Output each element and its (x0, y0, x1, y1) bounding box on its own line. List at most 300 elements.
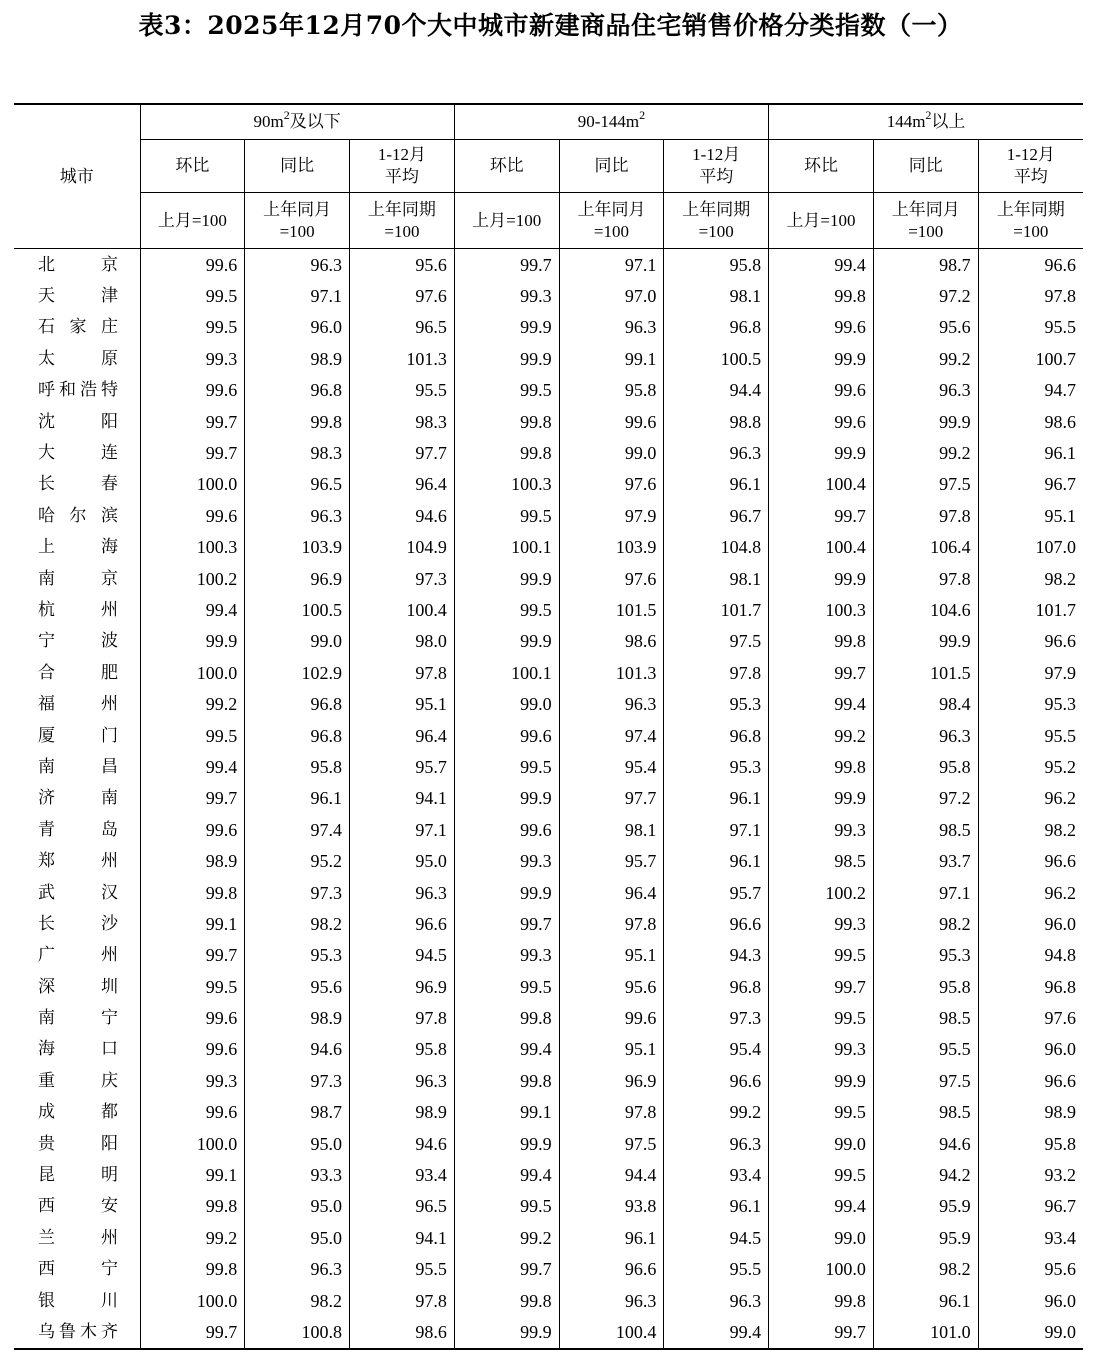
index-value: 94.7 (978, 375, 1083, 406)
index-value: 98.9 (245, 1002, 350, 1033)
table-row (14, 437, 1083, 468)
index-value: 100.4 (769, 469, 874, 500)
group-sup: 2 (925, 108, 932, 122)
city-name (14, 312, 140, 343)
city-name (14, 1002, 140, 1033)
index-value: 99.4 (769, 249, 874, 281)
city-name (14, 1191, 140, 1222)
index-value: 99.9 (454, 783, 559, 814)
index-value: 96.6 (664, 908, 769, 939)
index-value: 95.8 (873, 971, 978, 1002)
index-value: 95.8 (559, 375, 664, 406)
table-row (14, 877, 1083, 908)
city-name (14, 720, 140, 751)
city-name (14, 594, 140, 625)
index-value: 100.4 (769, 532, 874, 563)
city-name (14, 877, 140, 908)
index-value: 100.0 (196, 1290, 238, 1311)
table-row (14, 1128, 1083, 1159)
city-label: 兰州 (38, 1227, 118, 1248)
city-name (14, 1254, 140, 1285)
table-row (14, 1065, 1083, 1096)
index-value: 104.9 (350, 532, 455, 563)
city-label: 福州 (38, 694, 118, 715)
index-value: 95.4 (559, 751, 664, 782)
index-value: 96.8 (664, 971, 769, 1002)
index-value: 100.3 (196, 537, 238, 558)
index-value: 100.3 (454, 469, 559, 500)
index-value: 99.2 (205, 1227, 238, 1248)
ytd-avg-header: 1-12月 平均 (664, 140, 769, 193)
index-value: 99.7 (454, 1254, 559, 1285)
index-value: 99.5 (769, 1002, 874, 1033)
city-label: 上海 (38, 537, 118, 558)
index-value: 96.1 (664, 783, 769, 814)
index-value: 99.4 (664, 1316, 769, 1348)
index-value: 98.9 (978, 1097, 1083, 1128)
index-value: 96.1 (978, 437, 1083, 468)
index-value: 99.6 (205, 1008, 238, 1029)
table-header (14, 104, 1083, 249)
index-value: 95.0 (245, 1128, 350, 1159)
index-value: 99.3 (769, 1034, 874, 1065)
index-value: 97.5 (559, 1128, 664, 1159)
index-value: 95.3 (873, 940, 978, 971)
index-value: 99.8 (454, 1065, 559, 1096)
index-value: 95.6 (978, 1254, 1083, 1285)
index-value: 96.3 (559, 1285, 664, 1316)
index-value: 95.7 (350, 751, 455, 782)
index-value: 96.1 (873, 1285, 978, 1316)
index-value: 96.3 (350, 1065, 455, 1096)
group-header-large (769, 104, 1083, 140)
index-value: 98.1 (664, 280, 769, 311)
index-value: 97.9 (978, 657, 1083, 688)
city-name (14, 1316, 140, 1348)
index-value: 99.5 (454, 751, 559, 782)
index-value: 98.2 (873, 1254, 978, 1285)
city-name (14, 814, 140, 845)
table-row (14, 532, 1083, 563)
city-label: 武汉 (38, 882, 118, 903)
index-value: 98.6 (350, 1316, 455, 1348)
index-value: 99.9 (454, 312, 559, 343)
index-value: 99.2 (205, 694, 238, 715)
table-row (14, 751, 1083, 782)
city-name (14, 1065, 140, 1096)
index-value: 99.8 (769, 751, 874, 782)
index-value: 95.3 (664, 751, 769, 782)
city-name (14, 657, 140, 688)
index-value: 99.1 (205, 913, 238, 934)
index-value: 99.4 (769, 1191, 874, 1222)
price-index-table (14, 103, 1083, 1350)
index-value: 99.9 (873, 626, 978, 657)
index-value: 95.8 (978, 1128, 1083, 1159)
index-value: 101.5 (559, 594, 664, 625)
index-value: 95.3 (245, 940, 350, 971)
index-value: 99.8 (454, 1002, 559, 1033)
index-value: 97.3 (664, 1002, 769, 1033)
index-value: 99.6 (769, 312, 874, 343)
index-value: 99.9 (454, 1128, 559, 1159)
index-value: 99.5 (454, 500, 559, 531)
index-value: 96.6 (350, 908, 455, 939)
city-name (14, 783, 140, 814)
city-name (14, 971, 140, 1002)
index-value: 98.2 (978, 814, 1083, 845)
index-value: 93.8 (559, 1191, 664, 1222)
index-value: 96.7 (978, 1191, 1083, 1222)
base-same-month-last-year: 上年同月 =100 (245, 193, 350, 249)
index-value: 99.3 (769, 814, 874, 845)
index-value: 95.7 (559, 845, 664, 876)
index-value: 99.6 (769, 406, 874, 437)
table-row (14, 1254, 1083, 1285)
table-row (14, 594, 1083, 625)
table-row (14, 971, 1083, 1002)
city-name (14, 626, 140, 657)
city-name (14, 751, 140, 782)
city-name (14, 1285, 140, 1316)
index-value: 99.8 (454, 437, 559, 468)
index-value: 99.6 (559, 1002, 664, 1033)
index-value: 94.5 (350, 940, 455, 971)
city-label: 西宁 (38, 1259, 118, 1280)
index-value: 96.9 (350, 971, 455, 1002)
index-value: 100.2 (196, 568, 238, 589)
index-value: 94.6 (350, 500, 455, 531)
index-value: 97.8 (350, 657, 455, 688)
index-value: 99.2 (664, 1097, 769, 1128)
index-value: 99.7 (454, 908, 559, 939)
index-value: 96.5 (350, 312, 455, 343)
index-value: 97.8 (873, 563, 978, 594)
index-value: 99.7 (205, 788, 238, 809)
index-value: 99.1 (454, 1097, 559, 1128)
index-value: 96.3 (559, 688, 664, 719)
index-value: 95.0 (245, 1191, 350, 1222)
index-value: 99.9 (454, 877, 559, 908)
base-same-period-last-year: 上年同期 =100 (350, 193, 455, 249)
city-name (14, 845, 140, 876)
index-value: 98.3 (245, 437, 350, 468)
city-label: 昆明 (38, 1165, 118, 1186)
index-value: 99.8 (454, 1285, 559, 1316)
index-value: 99.5 (769, 1159, 874, 1190)
index-value: 97.0 (559, 280, 664, 311)
city-name (14, 249, 140, 281)
table-body (14, 249, 1083, 1349)
index-value: 99.5 (454, 1191, 559, 1222)
index-value: 100.0 (769, 1254, 874, 1285)
index-value: 99.0 (769, 1128, 874, 1159)
index-value: 99.7 (205, 945, 238, 966)
city-label: 宁波 (38, 631, 118, 652)
index-value: 97.8 (559, 908, 664, 939)
index-value: 95.0 (245, 1222, 350, 1253)
city-label: 重庆 (38, 1070, 118, 1091)
index-value: 99.3 (769, 908, 874, 939)
city-name (14, 500, 140, 531)
index-value: 99.6 (205, 1102, 238, 1123)
city-label: 石家庄 (38, 317, 118, 338)
city-label: 南昌 (38, 756, 118, 777)
index-value: 97.6 (559, 563, 664, 594)
table-row (14, 343, 1083, 374)
index-value: 94.8 (978, 940, 1083, 971)
index-value: 99.0 (454, 688, 559, 719)
index-value: 96.6 (978, 249, 1083, 281)
index-value: 99.7 (769, 971, 874, 1002)
index-value: 95.1 (559, 940, 664, 971)
index-value: 96.8 (245, 375, 350, 406)
index-value: 98.3 (350, 406, 455, 437)
city-label: 青岛 (38, 819, 118, 840)
index-value: 93.7 (873, 845, 978, 876)
index-value: 98.4 (873, 688, 978, 719)
index-value: 98.2 (978, 563, 1083, 594)
city-label: 哈尔滨 (38, 505, 118, 526)
index-value: 95.2 (978, 751, 1083, 782)
index-value: 99.7 (454, 249, 559, 281)
index-value: 98.8 (664, 406, 769, 437)
index-value: 93.4 (350, 1159, 455, 1190)
index-value: 99.8 (769, 1285, 874, 1316)
index-value: 97.7 (559, 783, 664, 814)
city-column-header: 城市 (14, 104, 140, 249)
index-value: 97.8 (664, 657, 769, 688)
base-last-month: 上月=100 (454, 193, 559, 249)
table-row (14, 940, 1083, 971)
index-value: 100.5 (664, 343, 769, 374)
index-value: 99.7 (769, 657, 874, 688)
index-value: 96.6 (978, 845, 1083, 876)
index-value: 99.7 (140, 1316, 245, 1348)
index-value: 100.1 (454, 532, 559, 563)
index-value: 96.3 (664, 1128, 769, 1159)
index-value: 96.6 (978, 1065, 1083, 1096)
index-value: 97.4 (559, 720, 664, 751)
index-value: 96.4 (350, 720, 455, 751)
base-same-period-last-year: 上年同期 =100 (978, 193, 1083, 249)
index-value: 96.3 (245, 500, 350, 531)
index-value: 98.9 (350, 1097, 455, 1128)
index-value: 95.5 (350, 375, 455, 406)
index-value: 94.4 (559, 1159, 664, 1190)
table-row (14, 1159, 1083, 1190)
index-value: 99.5 (205, 725, 238, 746)
index-value: 93.3 (245, 1159, 350, 1190)
index-value: 100.7 (978, 343, 1083, 374)
index-value: 95.8 (350, 1034, 455, 1065)
index-value: 100.2 (769, 877, 874, 908)
index-value: 97.1 (873, 877, 978, 908)
index-value: 99.6 (769, 375, 874, 406)
base-same-month-last-year: 上年同月 =100 (873, 193, 978, 249)
index-value: 95.6 (245, 971, 350, 1002)
city-label: 广州 (38, 945, 118, 966)
index-value: 96.5 (350, 1191, 455, 1222)
index-value: 95.5 (978, 312, 1083, 343)
index-value: 99.3 (454, 940, 559, 971)
index-value: 104.8 (664, 532, 769, 563)
index-value: 99.5 (205, 317, 238, 338)
index-value: 99.6 (559, 406, 664, 437)
index-value: 99.7 (769, 500, 874, 531)
index-value: 96.6 (664, 1065, 769, 1096)
index-value: 97.5 (664, 626, 769, 657)
city-label: 海口 (38, 1039, 118, 1060)
index-value: 99.7 (769, 1316, 874, 1348)
index-value: 95.5 (978, 720, 1083, 751)
city-name (14, 940, 140, 971)
index-value: 98.2 (873, 908, 978, 939)
table-row (14, 1097, 1083, 1128)
city-name (14, 406, 140, 437)
city-label: 深圳 (38, 976, 118, 997)
table-row (14, 814, 1083, 845)
index-value: 96.4 (559, 877, 664, 908)
index-value: 96.5 (245, 469, 350, 500)
index-value: 96.0 (978, 908, 1083, 939)
table-row (14, 783, 1083, 814)
index-value: 96.1 (664, 845, 769, 876)
table-row (14, 1034, 1083, 1065)
city-label: 南宁 (38, 1008, 118, 1029)
index-value: 99.9 (769, 563, 874, 594)
city-name (14, 1128, 140, 1159)
index-value: 96.3 (245, 1254, 350, 1285)
index-value: 101.5 (873, 657, 978, 688)
index-value: 96.8 (664, 720, 769, 751)
index-value: 100.5 (245, 594, 350, 625)
table-row (14, 688, 1083, 719)
index-value: 99.2 (873, 343, 978, 374)
index-value: 95.8 (664, 249, 769, 281)
index-value: 100.8 (245, 1316, 350, 1348)
index-value: 99.4 (454, 1034, 559, 1065)
index-value: 95.5 (873, 1034, 978, 1065)
index-value: 96.8 (245, 720, 350, 751)
mom-header: 环比 (454, 140, 559, 193)
index-value: 99.9 (873, 406, 978, 437)
index-value: 97.3 (245, 1065, 350, 1096)
index-value: 100.0 (196, 1133, 238, 1154)
index-value: 97.6 (350, 280, 455, 311)
base-row (14, 193, 1083, 249)
table-row (14, 908, 1083, 939)
index-value: 99.5 (454, 375, 559, 406)
index-value: 101.7 (978, 594, 1083, 625)
city-label: 北京 (38, 254, 118, 275)
index-value: 97.5 (873, 1065, 978, 1096)
index-value: 99.2 (769, 720, 874, 751)
ytd-avg-header: 1-12月 平均 (978, 140, 1083, 193)
index-value: 98.1 (559, 814, 664, 845)
table-row (14, 469, 1083, 500)
city-label: 沈阳 (38, 411, 118, 432)
table-row (14, 375, 1083, 406)
city-label: 厦门 (38, 725, 118, 746)
mom-header: 环比 (769, 140, 874, 193)
index-value: 100.0 (196, 662, 238, 683)
table-row (14, 1002, 1083, 1033)
table-row (14, 280, 1083, 311)
index-value: 99.6 (454, 814, 559, 845)
index-value: 96.1 (245, 783, 350, 814)
index-value: 96.7 (978, 469, 1083, 500)
index-value: 96.3 (873, 720, 978, 751)
index-value: 93.4 (664, 1159, 769, 1190)
index-value: 99.6 (454, 720, 559, 751)
index-value: 99.5 (205, 286, 238, 307)
index-value: 100.3 (769, 594, 874, 625)
index-value: 99.6 (205, 819, 238, 840)
index-value: 99.7 (205, 443, 238, 464)
index-value: 99.1 (205, 1165, 238, 1186)
index-value: 98.2 (245, 1285, 350, 1316)
city-name (14, 437, 140, 468)
index-value: 101.0 (873, 1316, 978, 1348)
index-value: 97.5 (873, 469, 978, 500)
index-value: 94.1 (350, 783, 455, 814)
index-value: 95.1 (978, 500, 1083, 531)
index-value: 100.4 (350, 594, 455, 625)
index-value: 104.6 (873, 594, 978, 625)
city-label: 杭州 (38, 599, 118, 620)
index-value: 99.3 (205, 1070, 238, 1091)
index-value: 94.1 (350, 1222, 455, 1253)
table-row (14, 249, 1083, 281)
table-row (14, 1191, 1083, 1222)
city-label: 乌鲁木齐 (38, 1321, 118, 1342)
index-value: 99.4 (205, 599, 238, 620)
index-value: 99.1 (559, 343, 664, 374)
index-value: 95.9 (873, 1222, 978, 1253)
index-value: 99.9 (769, 437, 874, 468)
index-value: 96.4 (350, 469, 455, 500)
index-value: 98.5 (873, 1002, 978, 1033)
city-label: 西安 (38, 1196, 118, 1217)
index-value: 96.2 (978, 783, 1083, 814)
city-name (14, 375, 140, 406)
table-row (14, 657, 1083, 688)
index-value: 97.9 (559, 500, 664, 531)
index-value: 96.3 (873, 375, 978, 406)
index-value: 101.3 (350, 343, 455, 374)
index-value: 95.5 (350, 1254, 455, 1285)
index-value: 95.8 (245, 751, 350, 782)
city-name (14, 688, 140, 719)
group-sup: 2 (639, 108, 646, 122)
index-value: 99.3 (454, 845, 559, 876)
index-value: 95.3 (664, 688, 769, 719)
index-value: 99.2 (873, 437, 978, 468)
index-value: 96.8 (664, 312, 769, 343)
yoy-header: 同比 (559, 140, 664, 193)
index-value: 106.4 (873, 532, 978, 563)
index-value: 99.7 (205, 411, 238, 432)
index-value: 98.5 (873, 1097, 978, 1128)
city-name (14, 908, 140, 939)
index-value: 97.8 (350, 1285, 455, 1316)
index-value: 94.5 (664, 1222, 769, 1253)
index-value: 96.7 (664, 500, 769, 531)
index-value: 96.6 (978, 626, 1083, 657)
index-value: 99.0 (559, 437, 664, 468)
index-value: 95.2 (245, 845, 350, 876)
